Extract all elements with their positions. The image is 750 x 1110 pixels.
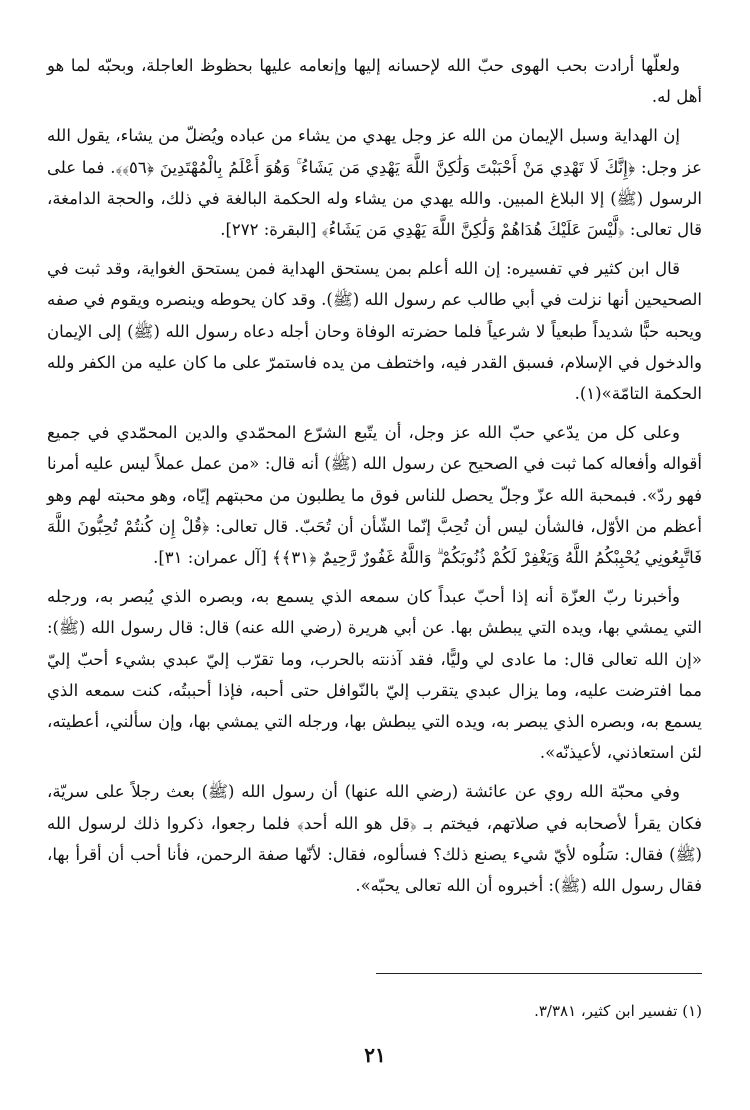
paragraph-3: قال ابن كثير في تفسيره: إن الله أعلم بمن يستحق الهداية فمن يستحق الغواية، وقد ثبت في الصحيحين أنها نزلت في أبي طالب عم رسول الله (ﷺ). وقد كان يحوطه وينصره ويقوم في صفه ويحبه حبًّا شديداً طبعياً لا شرعياً فلما حضرته الوفاة وحان أجله دعاه رسول الله (ﷺ) إلى الإيمان والدخول في الإسلام، فسبق القدر فيه، واختطف من يده فاستمرّ على ما كان عليه من الكفر ولله الحكمة التامّة»(١). xyxy=(47,259,702,404)
paragraph-2: إن الهداية وسبل الإيمان من الله عز وجل يهدي من يشاء من عباده ويُضلّ من يشاء، يقول الله عز وجل: ﴿إِنَّكَ لَا تَهْدِي مَنْ أَحْبَبْتَ وَلَٰكِنَّ اللَّهَ يَهْدِي مَن يَشَاءُ ۚ وَهُوَ أَعْلَمُ بِالْمُهْتَدِينَ ﴿٥٦﴾﴾. فما على الرسول (ﷺ) إلا البلاغ المبين. والله يهدي من يشاء وله الحكمة البالغة في ذلك، والحجة الدامغة، قال تعالى: ﴿لَّيْسَ عَلَيْكَ هُدَاهُمْ وَلَٰكِنَّ اللَّهَ يَهْدِي مَن يَشَاءُ﴾ [البقرة: ٢٧٢]. xyxy=(47,126,702,240)
footnote: (١) تفسير ابن كثير، ٣/٣٨١. xyxy=(534,1002,702,1020)
paragraph-1: ولعلّها أرادت بحب الهوى حبّ الله لإحسانه إليها وإنعامه عليها بحظوظ العاجلة، وبحبّه لما هو أهل له. xyxy=(47,56,702,107)
page-number: ٢١ xyxy=(364,1043,386,1067)
paragraph-6: وفي محبّة الله روي عن عائشة (رضي الله عنها) أن رسول الله (ﷺ) بعث رجلاً على سريّة، فكان يقرأ لأصحابه في صلاتهم، فيختم بـ ﴿قل هو الله أحد﴾ فلما رجعوا، ذكروا ذلك لرسول الله (ﷺ) فقال: سَلُوه لأيّ شيء يصنع ذلك؟ فسألوه، فقال: لأنّها صفة الرحمن، فأنا أحب أن أقرأ بها، فقال رسول الله (ﷺ): أخبروه أن الله تعالى يحبّه». xyxy=(47,782,702,896)
main-text xyxy=(47,50,702,909)
footnote-separator xyxy=(376,973,702,974)
paragraph-4: وعلى كل من يدّعي حبّ الله عز وجل، أن يتّبع الشرّع المحمّدي والدين المحمّدي في جميع أقواله وأفعاله كما ثبت في الصحيح عن رسول الله (ﷺ) أنه قال: «من عمل عملاً ليس عليه أمرنا فهو ردّ». فبمحبة الله عزّ وجلّ يحصل للناس فوق ما يطلبون من محبتهم إيّاه، وهو محبته لهم وهو أعظم من الأوّل، فالشأن ليس أن تُحِبَّ إنّما الشّأن أن تُحَبّ. قال تعالى: ﴿قُلْ إِن كُنتُمْ تُحِبُّونَ اللَّهَ فَاتَّبِعُونِي يُحْبِبْكُمُ اللَّهُ وَيَغْفِرْ لَكُمْ ذُنُوبَكُمْ ۗ وَاللَّهُ غَفُورٌ رَّحِيمٌ ﴿٣١﴾﴾ [آل عمران: ٣١]. xyxy=(47,423,702,568)
paragraph-5: وأخبرنا ربّ العزّة أنه إذا أحبّ عبداً كان سمعه الذي يسمع به، وبصره الذي يُبصر به، ورجله التي يمشي بها، ويده التي يبطش بها. عن أبي هريرة (رضي الله عنه) قال: قال رسول الله (ﷺ): «إن الله تعالى قال: ما عادى لي وليًّا، فقد آذنته بالحرب، وما تقرّب إليّ عبدي بشيء أحبّ إليّ مما افترضت عليه، وما يزال عبدي يتقرب إليّ بالنّوافل حتى أحبه، فإذا أحببتُه، كنت سمعه الذي يسمع به، وبصره الذي يبصر به، ويده التي يبطش بها، ورجله التي يمشي بها، وإن سألني، أعطيته، لئن استعاذني، لأعيذنّه». xyxy=(47,587,702,763)
